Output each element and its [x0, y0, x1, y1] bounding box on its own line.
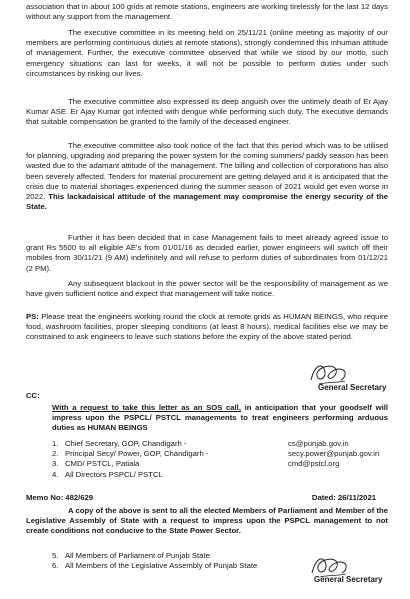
- copy-notice: A copy of the above is sent to all the elected Members of Parliament and Member of the Legislative Assembly of State with a request to impress upon the PSPCL management to not create conditions not conducive to the State Power Sector.: [26, 506, 388, 536]
- recipient-number: 1.: [52, 439, 59, 448]
- recipient-name: Chief Secretary, GOP, Chandigarh -: [65, 439, 187, 448]
- paragraph-blackout: Any subsequent blackout in the power sector will be the responsibility of management as we have given sufficient notice and expect that management will take notice.: [26, 279, 388, 299]
- recipient-name: CMD/ PSTCL, Patiala: [65, 459, 140, 469]
- cc-recipient-list: [52, 439, 388, 480]
- signature-title-top: General Secretary: [318, 383, 387, 392]
- recipient-email: cs@punjab.gov.in: [288, 439, 349, 448]
- paragraph-anguish: The executive committee also expressed its deep anguish over the untimely death of Er Ajay Kumar ASE. Er Ajay Kumar got infected with dengue while performing such duty. The executive demands that suitable compensation be granted to the family of the deceased engineer.: [26, 97, 388, 127]
- list-item: [52, 459, 388, 469]
- signature-title-bottom: General Secretary: [314, 575, 383, 584]
- cc-intro-rest: in anticipation that your goodself will impress upon the PSPCL/ PSTCL managements to treat engineers performing arduous duties as HUMAN BEINGS: [52, 403, 388, 433]
- recipient-number: 6.: [52, 561, 59, 571]
- list-item: [52, 449, 388, 459]
- recipient-number: 2.: [52, 449, 59, 459]
- cc-intro: [52, 403, 388, 434]
- recipient-number: 4.: [52, 469, 59, 479]
- cc-label: CC:: [26, 391, 40, 400]
- paragraph-executive-meeting: The executive committee in its meeting held on 25/11/21 (online meeting as majority of our members are performing continuous duties at remote stations), strongly condemned this inhuman attitude of management. Further, the executive committee observed that while we stood by our motto, such emergency situations can last for weeks, it will not be possible to perform duties under such circumstances by risking our lives.: [26, 28, 388, 78]
- energy-security-warning: This lackadaisical attitude of the management may compromise the energy security of the State.: [26, 192, 389, 212]
- paragraph-intro: association that in about 100 grids at remote stations, engineers are working tirelessly for the last 12 days without any support from the management.: [26, 2, 388, 22]
- recipient-name: Principal Secy/ Power, GOP, Chandigarh -: [65, 449, 209, 459]
- ps-note: [26, 312, 388, 343]
- memo-number: Memo No: 482/629: [26, 493, 94, 502]
- memo-date: Dated: 26/11/2021: [311, 493, 376, 502]
- recipient-name: All Directors PSPCL/ PSTCL: [65, 469, 163, 479]
- recipient-email: cmd@pstcl.org: [288, 459, 340, 469]
- paragraph-planning: [26, 141, 388, 212]
- recipient-email: secy.power@punjab.gov.in: [288, 449, 380, 459]
- recipient-number: 5.: [52, 551, 59, 560]
- list-item: [52, 470, 388, 480]
- recipient-name: All Members of the Legislative Assembly of Punjab State: [65, 561, 258, 571]
- recipient-name: All Members of Parliament of Punjab State: [65, 551, 210, 560]
- planning-text: The executive committee also took notice of the fact that this period which was to be utilised for planning, upgrading and preparing the power system for the coming summers/ paddy season has been wasted due to the adamant attitude of the management. The billing and collection of corporations has also been severely affected. Tenders for material procurement are getting delayed and it is anticipated that the crisis due to material shortages experienced during the summer season of 2021 would get even worse in 2022.: [26, 141, 388, 202]
- ps-text: Please treat the engineers working round the clock at remote grids as HUMAN BEINGS, who require food, washroom facilities, proper sleeping conditions (at least 8 hours), medical facilities else we may be constrained to ask engineers to leave such stations before the expiry of the above stated period.: [26, 312, 388, 342]
- recipient-number: 3.: [52, 459, 59, 469]
- sos-request: With a request to take this letter as an SOS call,: [52, 403, 241, 412]
- memo-line: [26, 493, 388, 503]
- ps-label: PS:: [26, 312, 39, 321]
- paragraph-decision: Further it has been decided that in case Management fails to meet already agreed issue to grant Rs 5500 to all eligible AE's from 01/01/16 as decided earlier, power engineers will switch off their mobiles from 30/11/21 (9 AM) indefinitely and will refuse to perform duties of subordinates from 01/12/21 (2 PM).: [26, 233, 388, 273]
- list-item: [52, 439, 388, 449]
